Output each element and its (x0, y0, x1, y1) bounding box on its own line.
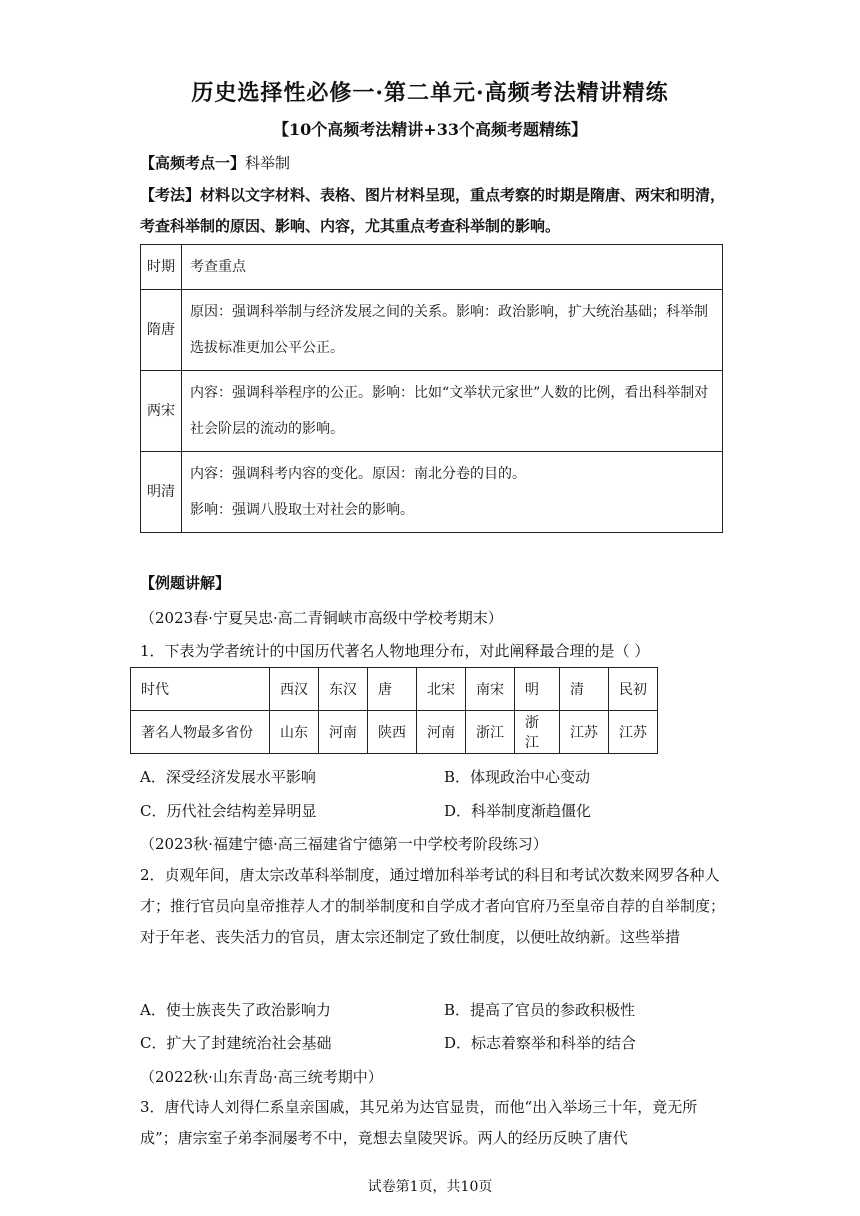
table-row (131, 668, 658, 711)
q1-stem: 1．下表为学者统计的中国历代著名人物地理分布，对此阐释最合理的是（ ） (140, 642, 650, 660)
q1-option-a[interactable]: A．深受经济发展水平影响 (140, 768, 316, 786)
table-cell: 江苏 (560, 711, 609, 754)
q2-option-c[interactable]: C．扩大了封建统治社会基础 (140, 1034, 332, 1052)
table-cell: 浙江 (466, 711, 515, 754)
page-title: 历史选择性必修一·第二单元·高频考法精讲精练 (191, 80, 669, 106)
period-cell: 隋唐 (141, 290, 182, 371)
q3-source: （2022秋·山东青岛·高三统考期中） (140, 1068, 383, 1086)
period-cell: 两宋 (141, 371, 182, 452)
table-cell: 江苏 (609, 711, 658, 754)
table-header-content: 考查重点 (182, 245, 723, 290)
table-cell: 河南 (417, 711, 466, 754)
focus-table (140, 244, 723, 533)
q2-option-a[interactable]: A．使士族丧失了政治影响力 (140, 1001, 331, 1019)
table-row (141, 245, 723, 290)
table-cell: 浙江 (515, 711, 560, 754)
figures-table (130, 667, 658, 754)
table-cell: 民初 (609, 668, 658, 711)
section-label: 【高频考点一】 (140, 154, 246, 172)
table-cell: 明 (515, 668, 560, 711)
page-footer: 试卷第1页，共10页 (367, 1179, 493, 1195)
method-text: 材料以文字材料、表格、图片材料呈现，重点考察的时期是隋唐、两宋和明清，考查科举制的原因、影响、内容，尤其重点考查科举制的影响。 (140, 186, 726, 235)
examples-heading: 【例题讲解】 (140, 574, 231, 592)
table-row (131, 711, 658, 754)
table-cell: 山东 (270, 711, 319, 754)
content-cell: 原因：强调科举制与经济发展之间的关系。影响：政治影响，扩大统治基础；科举制选拔标准更加公平公正。 (182, 290, 723, 371)
method-paragraph (140, 180, 730, 242)
table-header-period: 时期 (141, 245, 182, 290)
method-label: 【考法】 (140, 186, 201, 204)
q2-source: （2023秋·福建宁德·高三福建省宁德第一中学校考阶段练习） (140, 835, 548, 853)
table-cell: 南宋 (466, 668, 515, 711)
table-cell: 河南 (319, 711, 368, 754)
page-subtitle: 【10个高频考法精讲+33个高频考题精练】 (273, 120, 587, 139)
content-line: 影响：强调八股取士对社会的影响。 (190, 502, 414, 518)
q3-stem: 3．唐代诗人刘得仁系皇亲国戚，其兄弟为达官显贵，而他“出入举场三十年，竟无所成”；唐宗室子弟李洞屡考不中，竟想去皇陵哭诉。两人的经历反映了唐代 (140, 1098, 698, 1147)
q1-option-b[interactable]: B．体现政治中心变动 (444, 768, 591, 786)
table-cell: 著名人物最多省份 (131, 711, 270, 754)
table-cell: 北宋 (417, 668, 466, 711)
content-cell: 内容：强调科举程序的公正。影响：比如“文举状元家世”人数的比例，看出科举制对社会阶层的流动的影响。 (182, 371, 723, 452)
q1-option-d[interactable]: D．科举制度渐趋僵化 (444, 802, 592, 820)
table-row (141, 290, 723, 371)
table-cell: 唐 (368, 668, 417, 711)
table-row (141, 371, 723, 452)
section-heading (140, 152, 290, 173)
q1-option-c[interactable]: C．历代社会结构差异明显 (140, 802, 317, 820)
period-cell: 明清 (141, 452, 182, 533)
table-cell: 东汉 (319, 668, 368, 711)
q2-option-d[interactable]: D．标志着察举和科举的结合 (444, 1034, 637, 1052)
table-cell: 西汉 (270, 668, 319, 711)
q2-option-b[interactable]: B．提高了官员的参政积极性 (444, 1001, 636, 1019)
content-line: 内容：强调科考内容的变化。原因：南北分卷的目的。 (190, 466, 526, 482)
table-cell: 陕西 (368, 711, 417, 754)
table-row (141, 452, 723, 533)
content-cell (182, 452, 723, 533)
table-cell: 时代 (131, 668, 270, 711)
table-cell: 清 (560, 668, 609, 711)
q1-source: （2023春·宁夏吴忠·高二青铜峡市高级中学校考期末） (140, 609, 503, 627)
section-topic: 科举制 (245, 154, 291, 172)
q2-stem: 2．贞观年间，唐太宗改革科举制度，通过增加科举考试的科目和考试次数来网罗各种人才；推行官员向皇帝推荐人才的制举制度和自学成才者向官府乃至皇帝自荐的自举制度；对于年老、丧失活力的官员，唐太宗还制定了致仕制度，以便吐故纳新。这些举措 (140, 866, 726, 946)
